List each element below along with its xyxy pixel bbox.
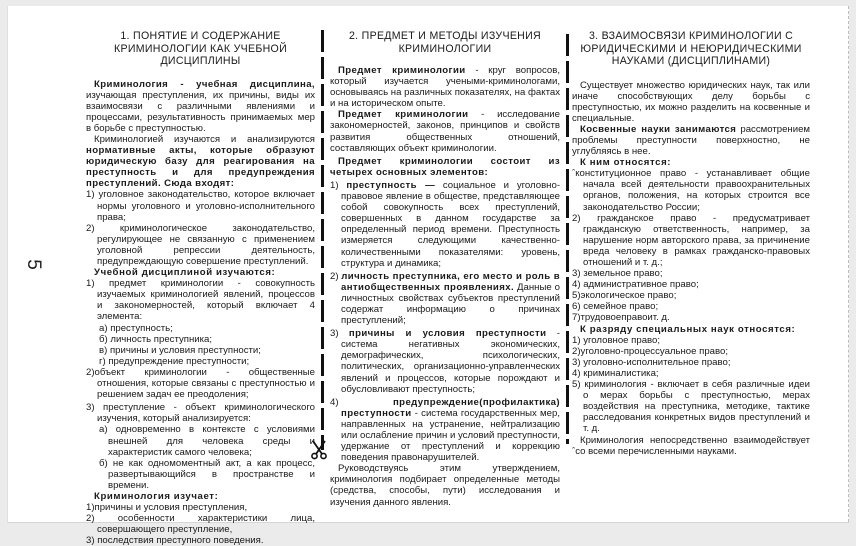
- element-text: Данные о личностных свойствах субъектов преступлений содержат информацию о причинах преступлений;: [341, 281, 561, 327]
- list-subitem: б) личность преступника;: [99, 333, 213, 345]
- studied-heading: Учебной дисциплиной изучаются:: [94, 267, 276, 279]
- element-number: 3): [330, 328, 349, 340]
- list-item: 2) особенности характеристики лица, совершающего преступление,: [86, 513, 315, 536]
- list-item: 4) административное право;: [572, 279, 699, 291]
- indirect-text: рассмотрением проблемы преступности поверхностно, не углубляясь в нее.: [572, 123, 811, 158]
- list-item: 5)экологическое право;: [572, 290, 677, 302]
- list-item: 3) земельное право;: [572, 268, 663, 280]
- list-item: 3) последствия преступного поведения.: [86, 535, 264, 546]
- subject-definition-1: [330, 65, 560, 109]
- column-divider-2: [566, 34, 569, 444]
- element-term: преступность —: [346, 179, 436, 191]
- list-subitem: г) предупреждение преступности;: [99, 355, 250, 367]
- list-item: 1) предмет криминологии - совокупность изучаемых криминологией явлений, процессов и закономерностей, который включает 4 элемента:: [86, 278, 315, 323]
- indirect-term: Косвенные науки занимаются: [580, 123, 737, 135]
- section-1-title: 1. ПОНЯТИЕ И СОДЕРЖАНИЕ КРИМИНОЛОГИИ КАК УЧЕБНОЙ ДИСЦИПЛИНЫ: [113, 30, 288, 67]
- list-item: ˆконституционное право - устанавливает общие начала всей деятельности правоохранительных органов, положения, на которых строится все законодательство России;: [572, 168, 810, 213]
- section-2-closing: Руководствуясь этим утверждением, криминология подбирает определенные методы (средства, способы, пути) исследования и изучения данного явления.: [330, 463, 560, 508]
- list-item: 2)уголовно-процессуальное право;: [572, 345, 729, 357]
- studies-heading: Криминология изучает:: [94, 490, 219, 502]
- column-divider-1: [321, 30, 324, 450]
- intro-definition: изучающая преступления, их причины, виды их взаимосвязи с различными явлениями и процессами, результативность принимаемых мер в борьбе с преступностью.: [86, 89, 315, 134]
- list-subitem: в) причины и условия преступности;: [99, 344, 261, 356]
- section-3-closing: Криминология непосредственно взаимодействует ˆсо всеми перечисленными науками.: [572, 434, 810, 457]
- elements-heading: Предмет криминологии состоит из четырех основных элементов:: [330, 155, 560, 178]
- element-text: - система негативных экономических, демографических, психологических, политических, организационно-управленческих явлений и процессов, которые порождают и обусловливают преступность;: [341, 328, 560, 395]
- indirect-heading: К ним относятся:: [580, 157, 672, 169]
- list-subitem: а) преступность;: [99, 322, 173, 334]
- section-1-column: [86, 30, 315, 546]
- element-term: причины и условия преступности: [348, 328, 547, 340]
- element-number: 2): [330, 270, 342, 282]
- list-item: 2)объект криминологии - общественные отношения, которые связаны с преступностью и решением задач ее преодоления;: [86, 366, 315, 401]
- element-number: 4): [330, 396, 393, 408]
- list-item: 4) криминалистика;: [572, 367, 659, 379]
- element-text: социальное и уголовно-правовое явление в обществе, представляющее собой совокупность всех преступлений, совершенных в данном государстве за определенный период времени. Преступность измеряется следующими качественно-количественными показателями: уровень, структура и динамика;: [341, 179, 561, 269]
- subject-text: - исследование закономерностей, законов, принципов и свойств развития общественных отношений, составляющих объект криминологии.: [330, 109, 560, 154]
- subject-text: - круг вопросов, который изучается учеными-криминологами, основываясь на различных показателях, на фактах и на историческом опыте.: [330, 65, 560, 110]
- list-item: 7)трудовоеправоит. д.: [572, 312, 670, 324]
- special-heading: К разряду специальных наук относятся:: [580, 323, 796, 335]
- list-item: 3) уголовно-исполнительное право;: [572, 356, 731, 368]
- section-2-title: 2. ПРЕДМЕТ И МЕТОДЫ ИЗУЧЕНИЯ КРИМИНОЛОГИИ: [348, 30, 541, 55]
- indirect-sciences-definition: [572, 124, 810, 157]
- element-term: личность преступника, его место и роль в антиобщественных проявлениях.: [341, 270, 561, 293]
- page-number: 5: [22, 259, 44, 270]
- subject-definition-2: [330, 109, 560, 153]
- intro-term: Криминология - учебная дисциплина,: [94, 78, 315, 90]
- section-2-column: [330, 30, 560, 508]
- list-item: 3) преступление - объект криминологического изучения, который анализируется:: [86, 402, 315, 425]
- element-text: - система государственных мер, направленных на устранение, нейтрализацию или ослабление причин и условий преступности, удержание от преступлений и коррекцию поведения правонарушителей.: [341, 407, 560, 464]
- element-item: [330, 271, 560, 326]
- page-edge-cut-line: [848, 6, 849, 522]
- list-item: 1)причины и условия преступления,: [86, 502, 248, 514]
- element-number: 1): [330, 179, 347, 191]
- element-term: предупреждение(профилактика) преступности: [341, 396, 560, 419]
- element-item: [330, 397, 560, 464]
- subject-term: Предмет криминологии: [338, 65, 466, 76]
- section-3-title: 3. ВЗАИМОСВЯЗИ КРИМИНОЛОГИИ С ЮРИДИЧЕСКИМИ И НЕЮРИДИЧЕСКИМИ НАУКАМИ (ДИСЦИПЛИНАМИ): [580, 30, 802, 67]
- subject-term: Предмет криминологии: [338, 109, 469, 121]
- list-subitem: б) не как одномоментный акт, а как процесс, развертывающийся в пространстве и времени.: [99, 457, 315, 491]
- section-3-intro: Существует множество юридических наук, так или иначе способствующих делу борьбы с преступностью, их можно разделить на косвенные и специальные.: [572, 79, 810, 124]
- normative-acts-bold: нормативные акты, которые образуют юридическую базу для реагирования на преступность и для предупреждения преступлений. Сюда входят:: [86, 145, 315, 190]
- list-subitem: а) одновременно в контексте с условиями внешней для человека среды и характеристик самого человека;: [99, 424, 315, 458]
- list-item: 2) гражданское право - предусматривает гражданскую ответственность, например, за нарушение норм авторского права, за причинение вреда человеку в рамках гражданско-правовых отношений и т. д.;: [572, 212, 810, 268]
- section-1-intro: [86, 79, 315, 134]
- normative-acts-lead: Криминологией изучаются и анализируются: [94, 133, 315, 145]
- list-item: 5) криминология - включает в себя различные идеи о мерах борьбы с преступностью, мерах воздействия на преступника, методике, тактике расследования конкретных видов преступлений и т. д.: [572, 379, 810, 435]
- section-3-column: [572, 30, 810, 457]
- list-item: 6) семейное право;: [572, 301, 659, 313]
- list-item: 1) уголовное право;: [572, 334, 661, 346]
- section-1-normative-acts: [86, 134, 315, 189]
- list-item: 2) криминологическое законодательство, регулирующее не связанную с применением уголовной репрессии деятельность, предупреждающую совершение преступлений.: [86, 222, 315, 267]
- list-item: 1) уголовное законодательство, которое включает нормы уголовного и уголовно-исполнительного права;: [86, 189, 315, 223]
- element-item: [330, 180, 560, 269]
- element-item: [330, 328, 560, 395]
